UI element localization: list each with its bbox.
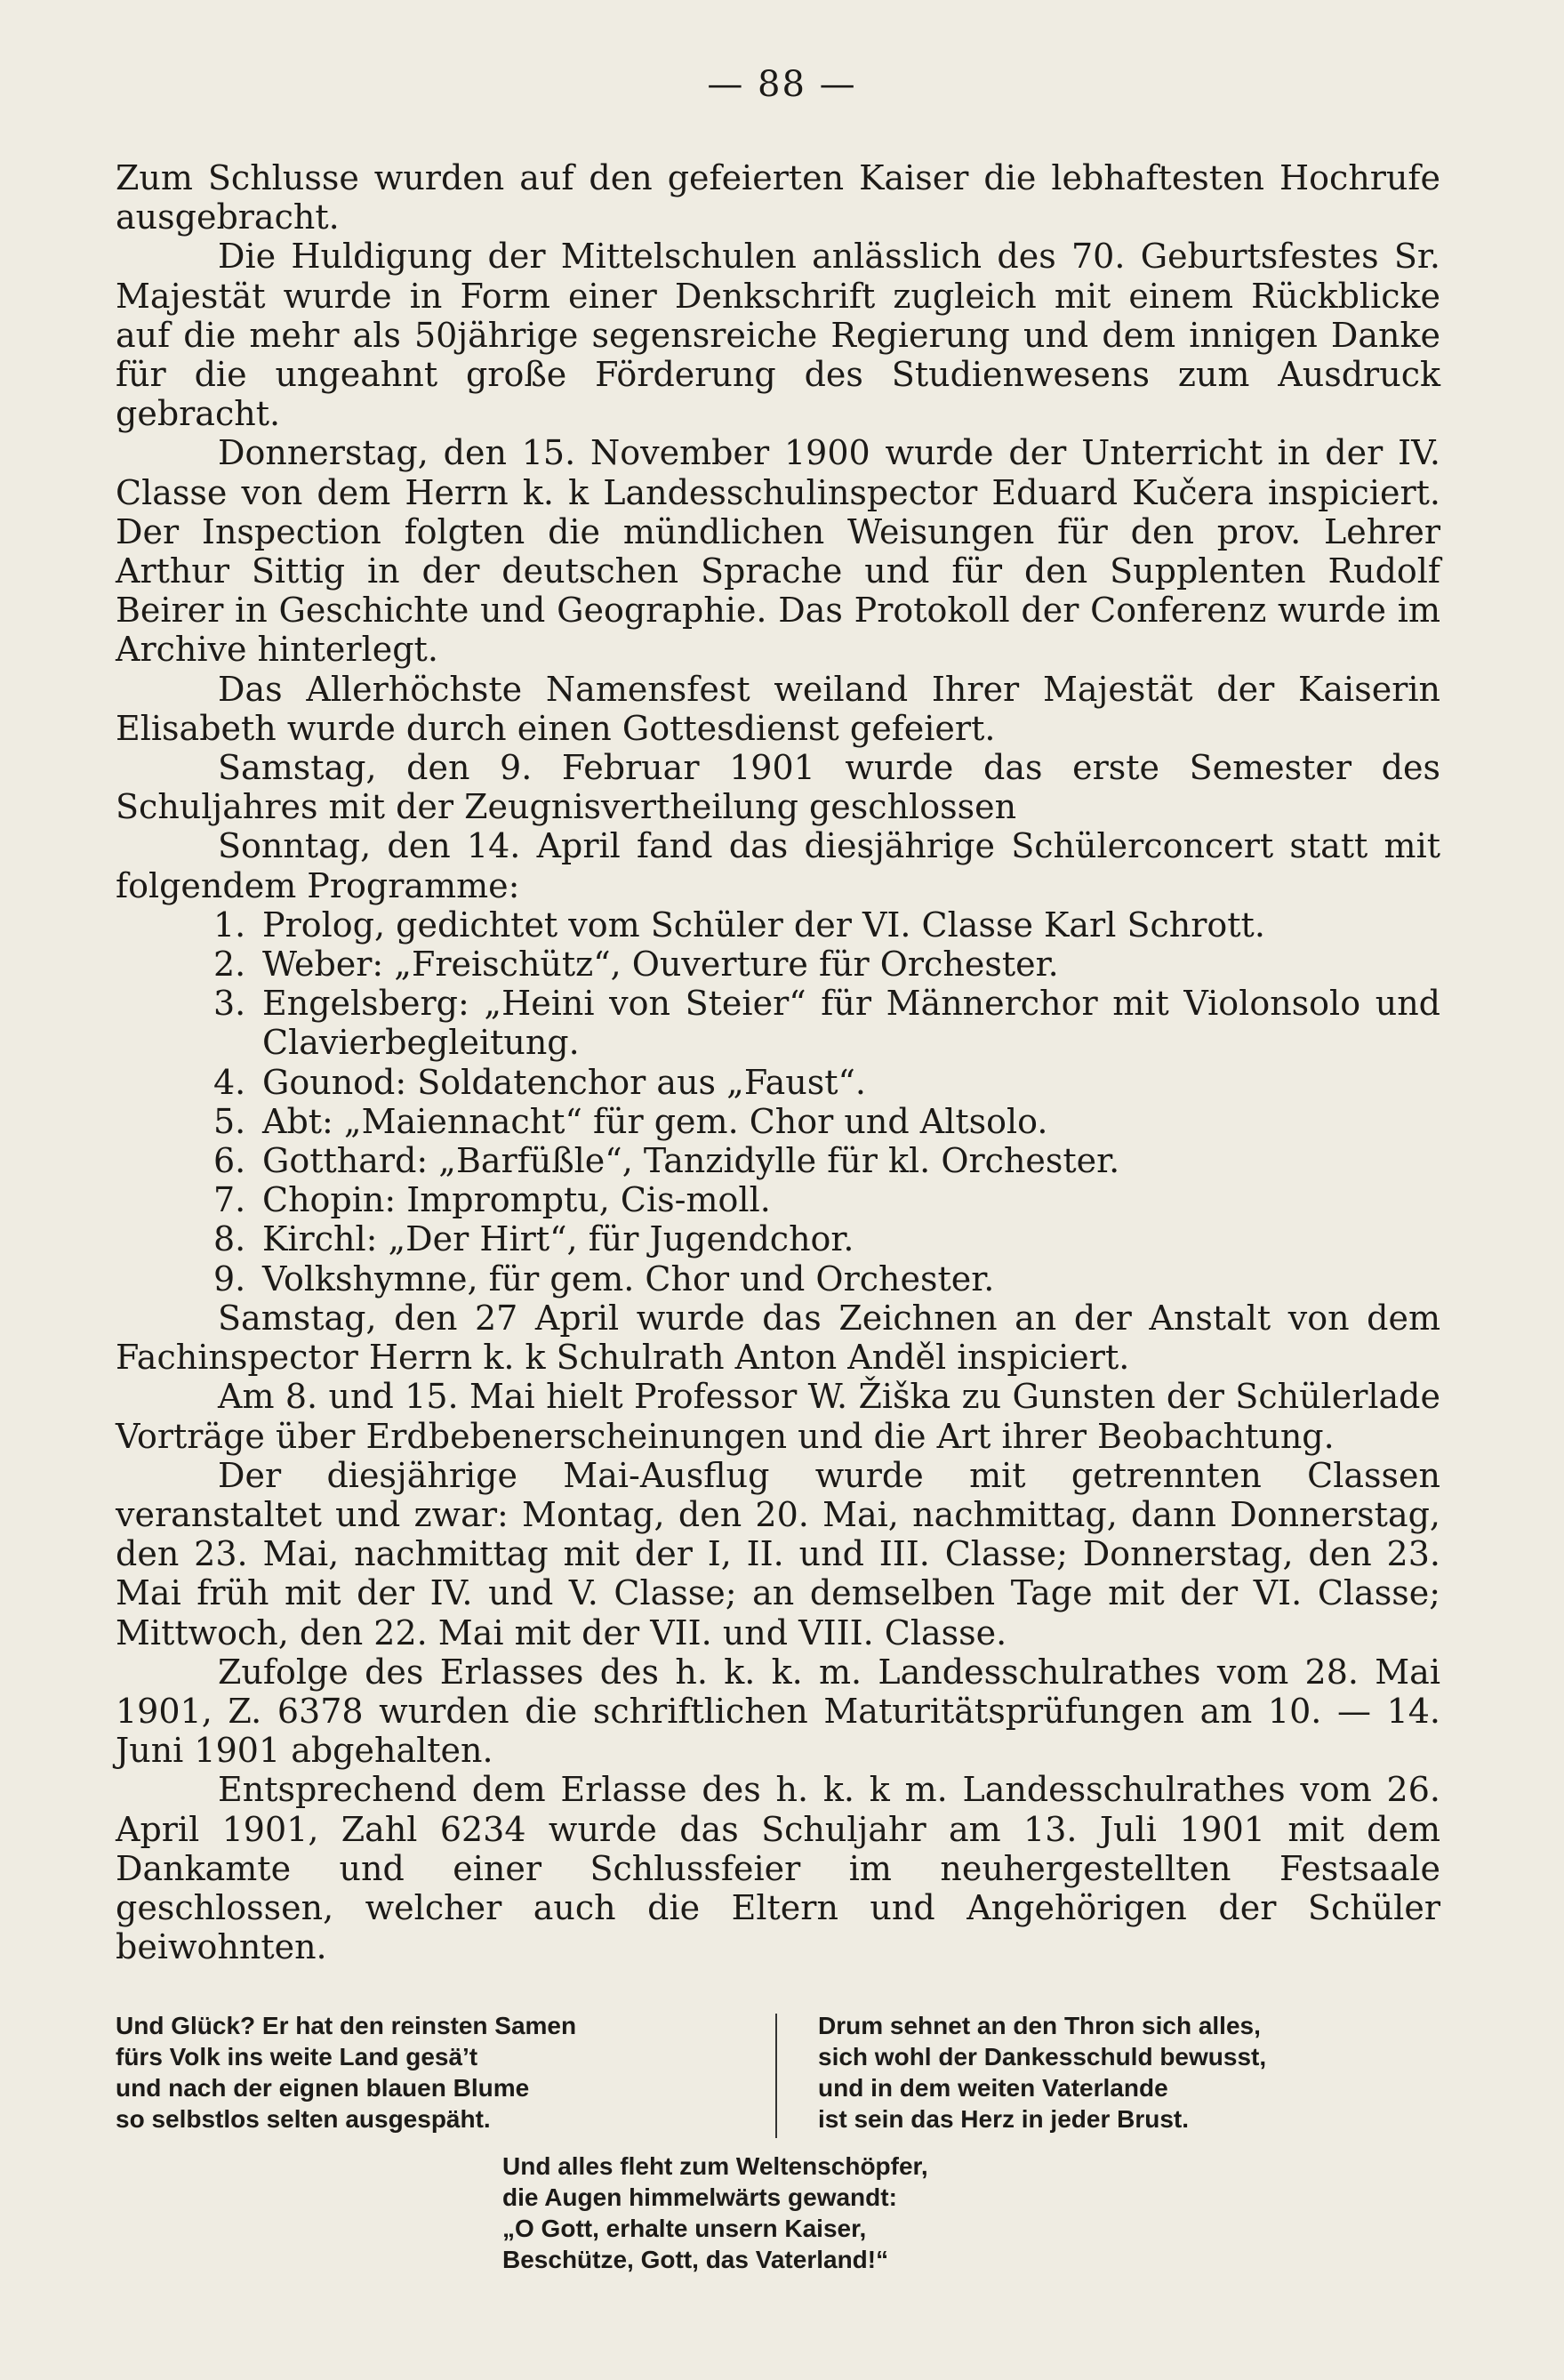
- programme-item: [116, 1141, 1440, 1180]
- verse-line: „O Gott, erhalte unsern Kaiser,: [502, 2215, 867, 2242]
- paragraph: Zufolge des Erlasses des h. k. k. m. Landesschulrathes vom 28. Mai 1901, Z. 6378 wurden die schriftlichen Maturitätsprüfungen am 10. — 14. Juni 1901 abgehalten.: [116, 1652, 1440, 1771]
- page-number: — 88 —: [707, 64, 857, 105]
- programme-item: [116, 1219, 1440, 1258]
- verse-line: die Augen himmelwärts gewandt:: [502, 2183, 897, 2211]
- programme-text: Kirchl: „Der Hirt“, für Jugendchor.: [262, 1219, 854, 1259]
- paragraph: Das Allerhöchste Namensfest weiland Ihrer Majestät der Kaiserin Elisabeth wurde durch einen Gottesdienst gefeiert.: [116, 669, 1440, 748]
- verse-line: so selbstlos selten ausgespäht.: [116, 2105, 491, 2133]
- programme-item: [116, 905, 1440, 945]
- paragraph: Am 8. und 15. Mai hielt Professor W. Žiška zu Gunsten der Schülerlade Vorträge über Erdbebenerscheinungen und die Art ihrer Beobachtung.: [116, 1377, 1440, 1456]
- programme-text: Gotthard: „Barfüßle“, Tanzidylle für kl. Orchester.: [262, 1141, 1120, 1181]
- verse-line: und nach der eignen blauen Blume: [116, 2074, 530, 2102]
- programme-text: Volkshymne, für gem. Chor und Orchester.: [262, 1258, 995, 1299]
- paragraph: Die Huldigung der Mittelschulen anlässlich des 70. Geburtsfestes Sr. Majestät wurde in Form einer Denkschrift zugleich mit einem Rückblicke auf die mehr als 50jährige segensreiche Regierung und dem innigen Danke für die ungeahnt große Förderung des Studienwesens zum Ausdruck gebracht.: [116, 237, 1440, 434]
- verse-divider: [775, 2014, 777, 2138]
- paragraph: Samstag, den 27 April wurde das Zeichnen an der Anstalt von dem Fachinspector Herrn k. k Schulrath Anton Anděl inspiciert.: [116, 1298, 1440, 1378]
- body-text: [116, 158, 1440, 1966]
- programme-text: Prolog, gedichtet vom Schüler der VI. Classe Karl Schrott.: [262, 905, 1265, 945]
- programme-number: 1.: [213, 905, 246, 945]
- verse-line: Beschütze, Gott, das Vaterland!“: [502, 2246, 889, 2273]
- programme-item: [116, 1063, 1440, 1102]
- programme-number: 6.: [213, 1141, 246, 1181]
- programme-number: 4.: [213, 1062, 246, 1102]
- paragraph: Donnerstag, den 15. November 1900 wurde der Unterricht in der IV. Classe von dem Herrn k. k Landesschulinspector Eduard Kučera inspiciert. Der Inspection folgten die mündlichen Weisungen für den prov. Lehrer Arthur Sittig in der deutschen Sprache und für den Supplenten Rudolf Beirer in Geschichte und Geographie. Das Protokoll der Conferenz wurde im Archive hinterlegt.: [116, 433, 1440, 670]
- programme-item: [116, 945, 1440, 984]
- programme-item: [116, 1102, 1440, 1141]
- verse-line: sich wohl der Dankesschuld bewusst,: [818, 2043, 1267, 2070]
- paragraph: Zum Schlusse wurden auf den gefeierten Kaiser die lebhaftesten Hochrufe ausgebracht.: [116, 158, 1440, 237]
- verse-bottom: [502, 2151, 1214, 2275]
- programme-number: 5.: [213, 1101, 246, 1141]
- programme-text: Abt: „Maiennacht“ für gem. Chor und Altsolo.: [262, 1101, 1048, 1141]
- programme-text: Gounod: Soldatenchor aus „Faust“.: [262, 1062, 867, 1102]
- programme-item: [116, 1259, 1440, 1299]
- verse-line: und in dem weiten Vaterlande: [818, 2074, 1168, 2102]
- verse-line: Und alles fleht zum Weltenschöpfer,: [502, 2152, 928, 2180]
- programme-item: [116, 984, 1440, 1062]
- verse-right: [818, 2010, 1458, 2135]
- programme-item: [116, 1180, 1440, 1219]
- programme-number: 7.: [213, 1180, 246, 1220]
- programme-text: Engelsberg: „Heini von Steier“ für Männerchor mit Violonsolo und Clavierbegleitung.: [262, 984, 1440, 1063]
- verse-line: Drum sehnet an den Thron sich alles,: [818, 2012, 1261, 2039]
- concert-programme: [116, 905, 1440, 1299]
- verse-line: ist sein das Herz in jeder Brust.: [818, 2105, 1190, 2133]
- programme-text: Chopin: Impromptu, Cis-moll.: [262, 1180, 771, 1220]
- programme-number: 2.: [213, 945, 246, 985]
- programme-number: 9.: [213, 1258, 246, 1299]
- verse-line: fürs Volk ins weite Land gesä’t: [116, 2043, 478, 2070]
- verse-left: [116, 2010, 756, 2135]
- paragraph: Entsprechend dem Erlasse des h. k. k m. Landesschulrathes vom 26. April 1901, Zahl 6234 wurde das Schuljahr am 13. Juli 1901 mit dem Dankamte und einer Schlussfeier im neuhergestellten Festsaale geschlossen, welcher auch die Eltern und Angehörigen der Schüler beiwohnten.: [116, 1770, 1440, 1967]
- paragraph: Der diesjährige Mai-Ausflug wurde mit getrennten Classen veranstaltet und zwar: Montag, den 20. Mai, nachmittag, dann Donnerstag, den 23. Mai, nachmittag mit der I, II. und III. Classe; Donnerstag, den 23. Mai früh mit der IV. und V. Classe; an demselben Tage mit der VI. Classe; Mittwoch, den 22. Mai mit der VII. und VIII. Classe.: [116, 1455, 1440, 1652]
- paragraph: Samstag, den 9. Februar 1901 wurde das erste Semester des Schuljahres mit der Zeugnisvertheilung geschlossen: [116, 748, 1440, 827]
- paragraph: Sonntag, den 14. April fand das diesjährige Schülerconcert statt mit folgendem Programme:: [116, 826, 1440, 905]
- programme-number: 3.: [213, 984, 246, 1024]
- programme-text: Weber: „Freischütz“, Ouverture für Orchester.: [262, 945, 1059, 985]
- verse-line: Und Glück? Er hat den reinsten Samen: [116, 2012, 577, 2039]
- programme-number: 8.: [213, 1219, 246, 1259]
